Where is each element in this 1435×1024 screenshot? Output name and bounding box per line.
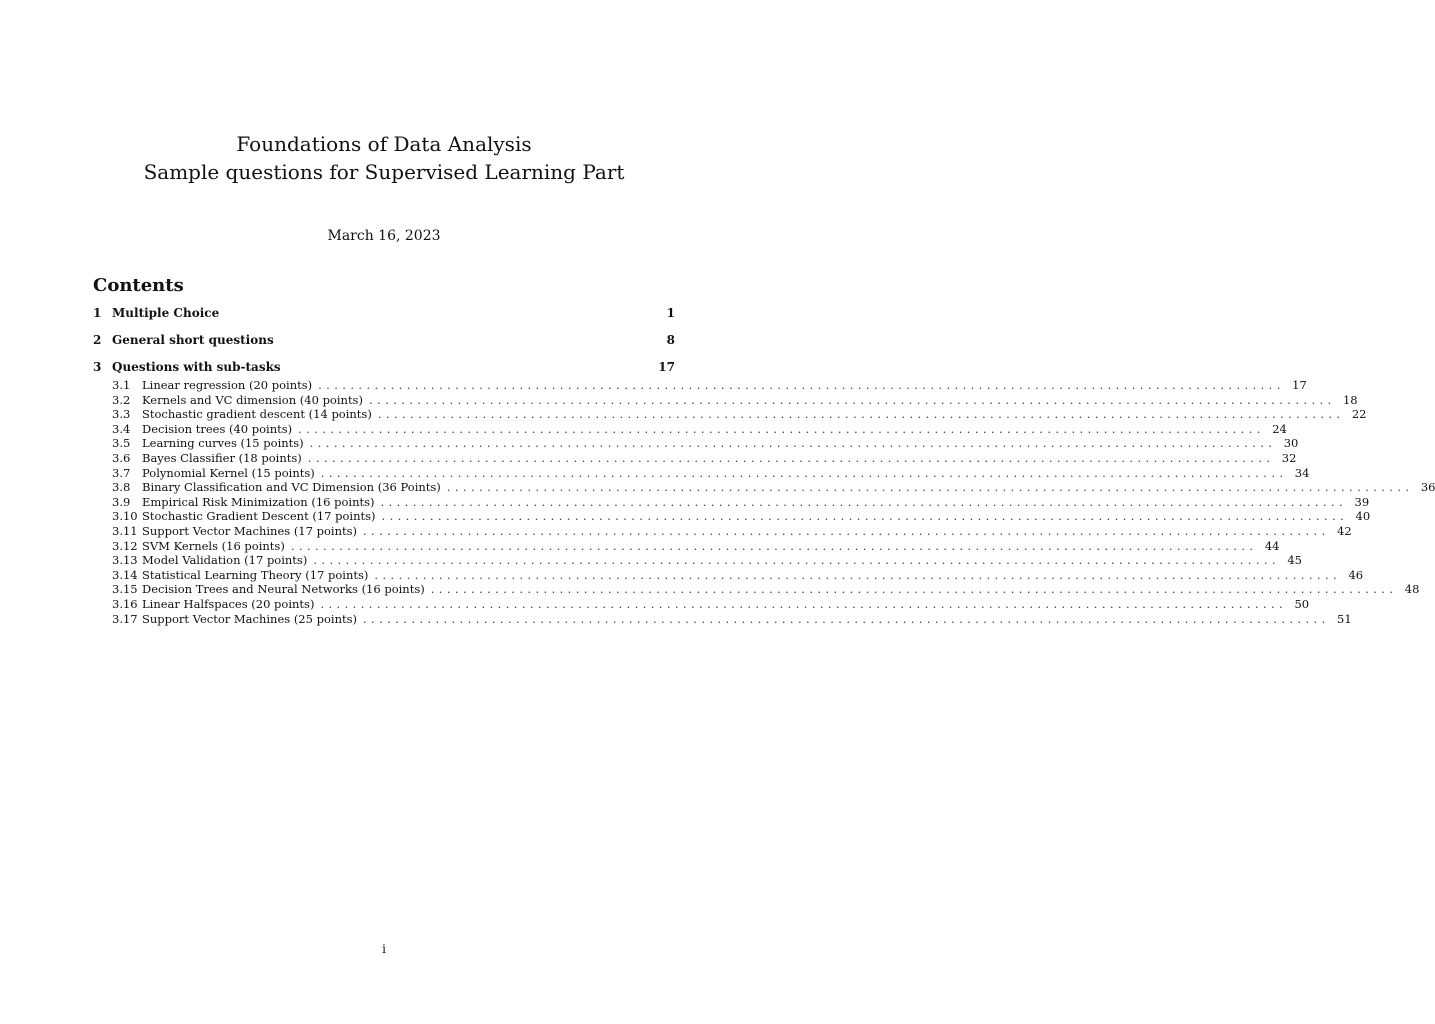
dot-leader: ........................................................................................................................ [362,611,1330,626]
page-number: i [382,942,386,956]
toc-subsection-3-9[interactable] [93,494,1370,510]
toc-section-page: 1 [666,306,675,320]
toc-subsection-title: SVM Kernels (16 points) [142,538,285,553]
toc-subsection-title: Decision trees (40 points) [142,421,293,436]
toc-subsection-title: Kernels and VC dimension (40 points) [142,392,363,407]
toc-subsection-title: Bayes Classifier (18 points) [142,450,302,465]
document-date: March 16, 2023 [327,228,441,244]
toc-section-2[interactable] [93,333,675,351]
toc-subsection-num: 3.4 [112,421,131,436]
dot-leader: ........................................................................................................................ [430,582,1398,597]
toc-subsection-page: 51 [1337,611,1352,626]
toc-section-num: 1 [93,306,102,320]
toc-subsection-num: 3.17 [112,611,138,626]
toc-subsection-title: Model Validation (17 points) [142,553,308,568]
contents-heading: Contents [93,275,184,296]
toc-section-page: 8 [666,333,675,347]
dot-leader: ........................................................................................................................ [368,392,1336,407]
dot-leader: ........................................................................................................................ [362,523,1330,538]
toc-subsection-title: Linear Halfspaces (20 points) [142,596,315,611]
toc-section-1[interactable] [93,306,675,324]
dot-leader: ........................................................................................................................ [313,553,1280,568]
toc-subsection-num: 3.5 [112,436,131,451]
toc-subsection-num: 3.16 [112,596,138,611]
toc-section-3[interactable] [93,360,675,378]
toc-subsection-page: 46 [1348,567,1364,582]
toc-subsection-title: Polynomial Kernel (15 points) [142,465,315,480]
toc-subsection-page: 39 [1354,494,1370,509]
toc-subsection-3-7[interactable] [93,465,1310,481]
toc-section-page: 17 [658,360,675,374]
dot-leader: ........................................................................................................................ [380,494,1348,509]
toc-subsection-page: 18 [1342,392,1358,407]
toc-subsection-title: Statistical Learning Theory (17 points) [142,567,369,582]
toc-subsection-num: 3.10 [112,509,138,524]
toc-subsection-3-4[interactable] [93,421,1287,437]
toc-subsection-num: 3.2 [112,392,131,407]
toc-subsection-page: 34 [1294,465,1310,480]
toc-subsection-title: Learning curves (15 points) [142,436,304,451]
dot-leader: ........................................................................................................................ [318,378,1285,392]
toc-subsection-page: 45 [1287,553,1302,568]
toc-subsection-title: Support Vector Machines (17 points) [142,523,357,538]
toc-subsection-title: Empirical Risk Minimization (16 points) [142,494,375,509]
toc-subsection-num: 3.1 [112,378,131,392]
dot-leader: ........................................................................................................................ [377,407,1345,422]
toc-subsection-num: 3.13 [112,553,138,568]
toc-subsection-3-15[interactable] [93,582,1420,597]
toc-subsection-page: 40 [1355,509,1371,524]
toc-subsection-page: 36 [1420,480,1435,495]
dot-leader: ........................................................................................................................ [320,465,1288,480]
dot-leader: ........................................................................................................................ [290,538,1258,553]
toc-subsection-page: 30 [1283,436,1299,451]
toc-subsection-3-10[interactable] [93,509,1371,524]
toc-section-title: Multiple Choice [112,306,220,320]
toc-subsection-num: 3.3 [112,407,131,422]
toc-subsection-page: 24 [1272,421,1287,436]
toc-subsection-title: Decision Trees and Neural Networks (16 points) [142,582,425,597]
toc-subsection-num: 3.12 [112,538,138,553]
toc-subsection-num: 3.6 [112,450,131,465]
toc-section-num: 2 [93,333,102,347]
title-line-2: Sample questions for Supervised Learning Part [143,160,625,184]
dot-leader: ........................................................................................................................ [381,509,1349,524]
toc-subsection-num: 3.15 [112,582,138,597]
toc-subsection-3-16[interactable] [93,596,1310,612]
toc-subsection-page: 44 [1264,538,1280,553]
toc-subsection-num: 3.8 [112,480,131,495]
toc-subsection-title: Stochastic gradient descent (14 points) [142,407,372,422]
toc-subsection-page: 22 [1351,407,1367,422]
toc-subsection-3-1[interactable] [93,378,1307,393]
dot-leader: ........................................................................................................................ [309,436,1277,451]
toc-subsection-num: 3.11 [112,523,138,538]
title-line-1: Foundations of Data Analysis [236,132,532,156]
toc-subsection-3-5[interactable] [93,436,1299,451]
toc-subsection-3-6[interactable] [93,450,1297,466]
dot-leader: ........................................................................................................................ [446,480,1414,495]
toc-subsection-3-11[interactable] [93,523,1352,539]
toc-subsection-page: 42 [1337,523,1352,538]
toc-subsection-num: 3.14 [112,567,138,582]
toc-subsection-page: 32 [1281,450,1297,465]
toc-subsection-3-14[interactable] [93,567,1364,583]
toc-subsection-title: Binary Classification and VC Dimension (36 Points) [142,480,441,495]
toc-subsection-page: 50 [1294,596,1310,611]
dot-leader: ........................................................................................................................ [307,450,1275,465]
document-title [0,130,768,186]
toc-subsection-3-3[interactable] [93,407,1367,422]
toc-subsection-3-12[interactable] [93,538,1280,554]
toc-subsection-title: Support Vector Machines (25 points) [142,611,357,626]
dot-leader: ........................................................................................................................ [374,567,1342,582]
toc-subsection-page: 17 [1292,378,1307,392]
toc-subsection-3-2[interactable] [93,392,1358,408]
table-of-contents [93,306,1435,626]
toc-section-num: 3 [93,360,102,374]
dot-leader: ........................................................................................................................ [320,596,1288,611]
toc-subsection-3-17[interactable] [93,611,1352,627]
toc-subsection-3-13[interactable] [93,553,1302,568]
toc-subsection-title: Stochastic Gradient Descent (17 points) [142,509,376,524]
toc-subsection-num: 3.9 [112,494,131,509]
toc-subsection-title: Linear regression (20 points) [142,378,313,392]
toc-section-title: Questions with sub-tasks [112,360,281,374]
dot-leader: ........................................................................................................................ [298,421,1265,436]
toc-subsection-page: 48 [1404,582,1420,597]
toc-subsection-num: 3.7 [112,465,131,480]
toc-subsection-3-8[interactable] [93,480,1435,495]
toc-section-title: General short questions [112,333,274,347]
